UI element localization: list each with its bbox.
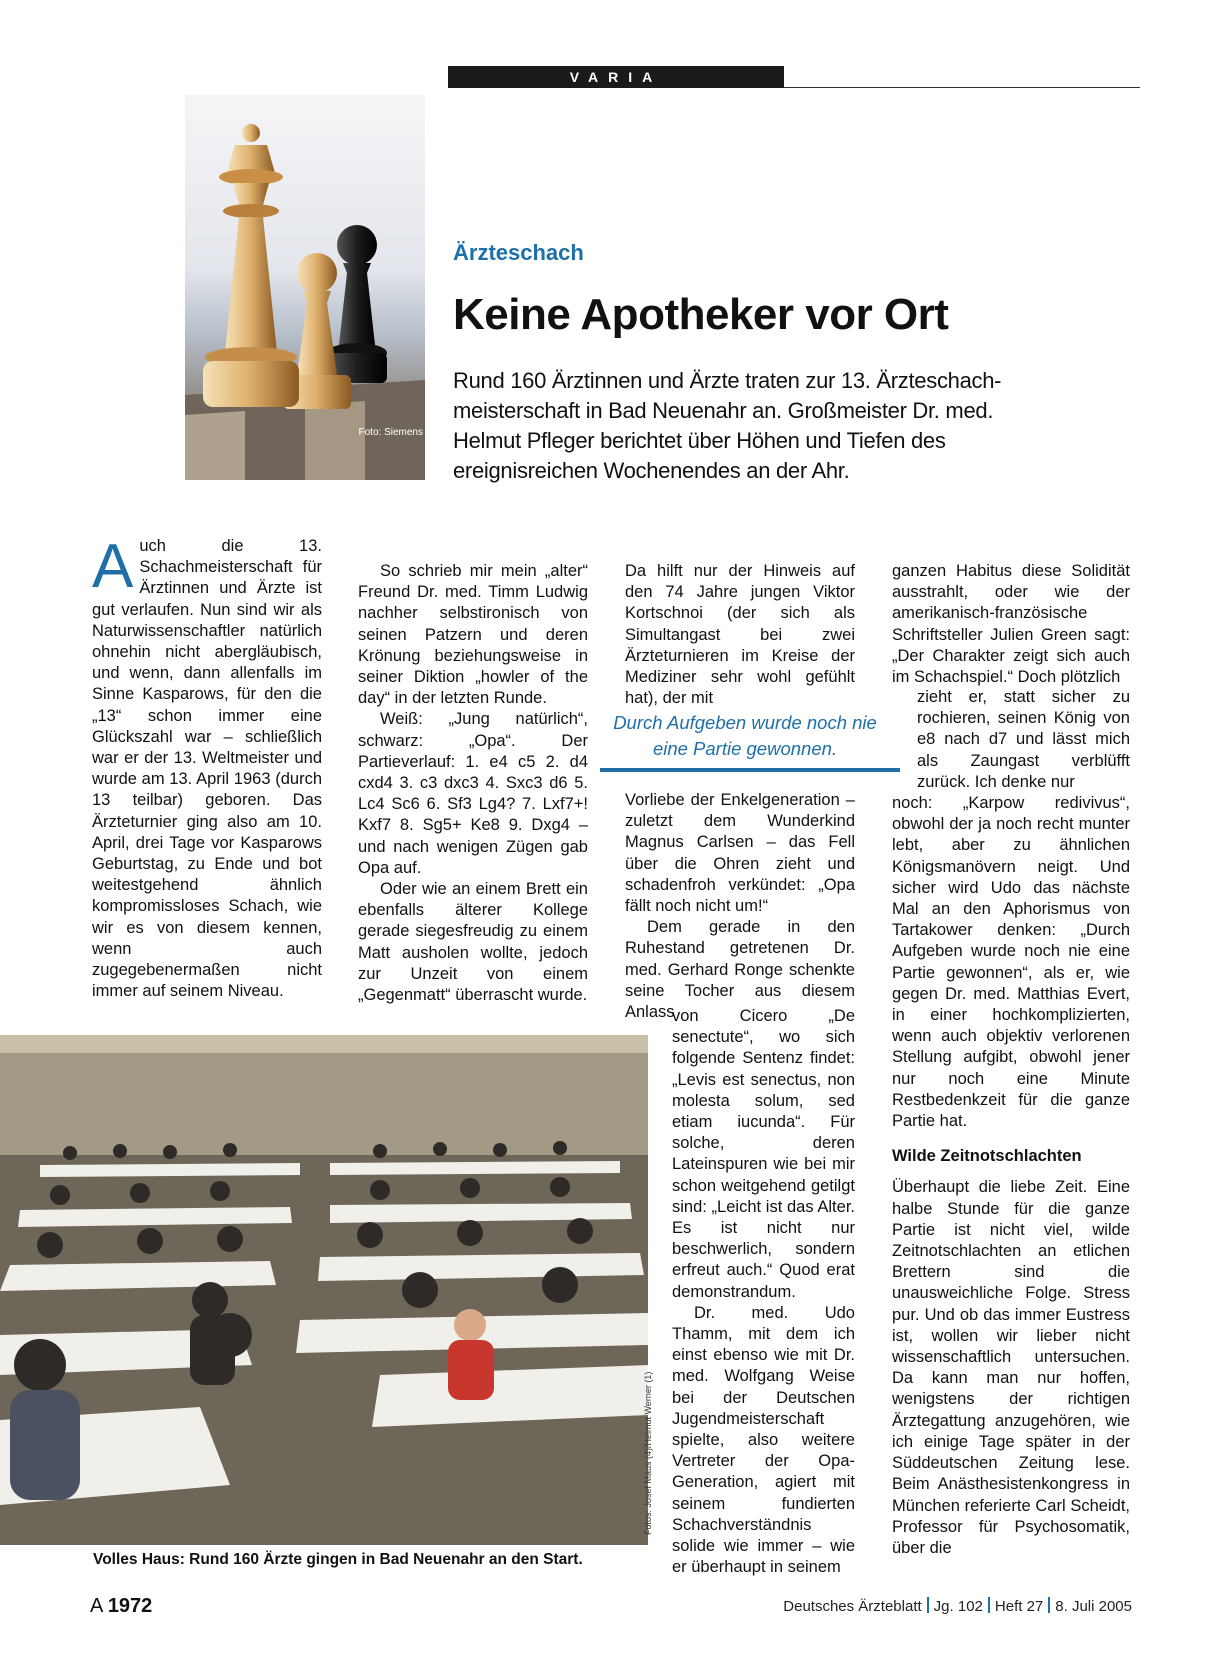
hall-photo-credit: Fotos: Josef Maus (4)/Helmut Werner (1)	[643, 1371, 653, 1535]
paragraph: von Cicero „De senectute“, wo sich folgende Sentenz findet: „Levis est senectus, non molesta solum, sed etiam iucunda“. Für solche, deren Lateinspuren wie bei mir schon weitgehend getilgt sind: „Leicht ist das Alter. Es ist nicht nur beschwerlich, sondern erfreut auch.“ Quod erat demonstrandum.	[672, 1007, 855, 1301]
paragraph: zieht er, statt sicher zu rochieren, seinen König von e8 nach d7 und lässt mich als Zaungast verblüfft zurück. Ich denke nur	[917, 688, 1130, 791]
footer-separator	[988, 1597, 990, 1613]
paragraph: Dr. med. Udo Thamm, mit dem ich einst ebenso wie mit Dr. med. Wolfgang Weise bei der Deutschen Jugendmeisterschaft spielte, also weitere Vertreter der Opa-Generation, agiert mit seinem fundierten Schachverständnis solide wie immer – wie er überhaupt in seinem	[672, 1303, 855, 1577]
tournament-hall-illustration	[0, 1035, 648, 1545]
article-column-4-top	[892, 561, 1130, 688]
page-number	[90, 1595, 152, 1618]
journal-date: 8. Juli 2005	[1055, 1598, 1132, 1615]
paragraph: Dem gerade in den Ruhestand getretenen Dr. med. Gerhard Ronge schenkte seine Tocher aus diesem Anlass	[625, 918, 855, 1022]
article-column-3-bottom	[672, 1006, 855, 1578]
pull-quote: Durch Aufgeben wurde noch nie eine Partie gewonnen.	[613, 712, 877, 759]
chess-pieces-illustration	[185, 95, 425, 480]
journal-footer	[783, 1597, 1132, 1615]
subheading: Wilde Zeitnotschlachten	[892, 1147, 1082, 1166]
journal-issue: Heft 27	[994, 1598, 1044, 1615]
article-column-3-top	[625, 561, 855, 709]
footer-separator	[927, 1597, 929, 1613]
article-column-4-bottom	[892, 793, 1130, 1559]
folio-page: 1972	[107, 1595, 153, 1617]
tournament-hall-photo	[0, 1035, 648, 1545]
headline: Keine Apotheker vor Ort	[453, 290, 949, 339]
paragraph: Weiß: „Jung natürlich“, schwarz: „Opa“. Der Partieverlauf: 1. e4 c5 2. d4 cxd4 3. c3 dxc3 4. Sxc3 d6 5. Lc4 Sc6 6. Sf3 Lg4? 7. Lxf7+! Kxf7 8. Sg5+ Ke8 9. Dxg4 – und nach wenigen Zügen gab Opa auf.	[358, 710, 588, 877]
drop-cap: A	[92, 532, 134, 601]
paragraph: So schrieb mir mein „alter“ Freund Dr. med. Timm Ludwig nachher selbstironisch von seinen Patzern und deren Krönung beziehungsweise in seiner Diktion „howler of the day“ in der letzten Runde.	[358, 562, 588, 708]
paragraph: ganzen Habitus diese Solidität ausstrahlt, oder wie der amerikanisch-französische Schriftsteller Julien Green sagt: „Der Charakter zeigt sich auch im Schachspiel.“ Doch plötzlich	[892, 562, 1130, 687]
paragraph: uch die 13. Schachmeisterschaft für Ärztinnen und Ärzte ist gut verlaufen. Nun sind wir als Naturwissenschaftler natürlich ohnehin nicht abergläubisch, und wenn, dann allenfalls im Sinne Kasparows, für den die „13“ schon immer eine Glückszahl war – schließlich war er der 13. Weltmeister und wurde am 13. April 1963 (durch 13 teilbar) geboren. Das Ärzteturnier ging also am 10. April, drei Tage vor Kasparows Geburtstag, zu Ende und bot weitestgehend ähnlich kompromissloses Schach, wie wir es von diesem kennen, wenn auch zugegebenermaßen nicht immer auf seinem Niveau.	[92, 537, 322, 1001]
paragraph: Da hilft nur der Hinweis auf den 74 Jahre jungen Viktor Kortschnoi (der sich als Simultangast bei zwei Ärzteturnieren im Kreise der Mediziner sehr wohl gefühlt hat), der mit	[625, 562, 855, 708]
pull-quote-rule	[600, 768, 900, 772]
hero-photo-credit: Foto: Siemens	[358, 427, 423, 438]
paragraph: noch: „Karpow redivivus“, obwohl der ja noch recht munter lebt, aber zu ähnlichen Königsmanövern neigt. Und sicher wird Udo das nächste Mal an den Aphorismus von Tartakower denken: „Durch Aufgeben wurde noch nie eine Partie gewonnen“, als er, wie gegen Dr. med. Matthias Evert, in einer hochkomplizierten, wenn auch objektiv verlorenen Stellung aufgibt, obwohl jener nur noch eine Minute Restbedenkzeit für die ganze Partie hat.	[892, 794, 1130, 1131]
folio-prefix: A	[90, 1595, 103, 1617]
hero-photo-chess-pieces	[185, 95, 425, 480]
photo-caption: Volles Haus: Rund 160 Ärzte gingen in Bad Neuenahr an den Start.	[93, 1551, 583, 1568]
footer-separator	[1048, 1597, 1050, 1613]
journal-name: Deutsches Ärzteblatt	[783, 1598, 922, 1615]
paragraph: Oder wie an einem Brett ein ebenfalls älterer Kollege gerade siegesfreudig zu einem Matt ausholen wollte, jedoch zur Unzeit von einem „Gegenmatt“ überrascht wurde.	[358, 880, 588, 1005]
section-label: VARIA	[448, 66, 784, 88]
lead-paragraph: Rund 160 Ärztinnen und Ärzte traten zur 13. Ärzteschach-meisterschaft in Bad Neuenahr an. Großmeister Dr. med. Helmut Pfleger berichtet über Höhen und Tiefen des ereignisreichen Wochenendes an der Ahr.	[453, 368, 1002, 483]
article-column-4-inset	[917, 687, 1130, 793]
kicker: Ärzteschach	[453, 240, 584, 265]
paragraph: Überhaupt die liebe Zeit. Eine halbe Stunde für die ganze Partie ist nicht viel, wilde Zeitnotschlachten an etlichen Brettern sind die unausweichliche Folge. Stress pur. Und ob das immer Eustress ist, wollen wir lieber nicht wissenschaftlich untersuchen. Da kann man nur hoffen, wenigstens der richtigen Ärztegattung anzugehören, wie ich einige Tage später in der Süddeutschen Zeitung lese. Beim Anästhesistenkongress in München referierte Carl Scheidt, Professor für Psychosomatik, über die	[892, 1178, 1130, 1557]
article-column-2	[358, 561, 588, 1006]
article-column-3-middle	[625, 790, 855, 1023]
paragraph: Vorliebe der Enkelgeneration – zuletzt dem Wunderkind Magnus Carlsen – das Fell über die Ohren zieht und schadenfroh verkündet: „Opa fällt noch nicht um!“	[625, 791, 855, 916]
journal-volume: Jg. 102	[933, 1598, 983, 1615]
article-column-1	[92, 532, 322, 1002]
